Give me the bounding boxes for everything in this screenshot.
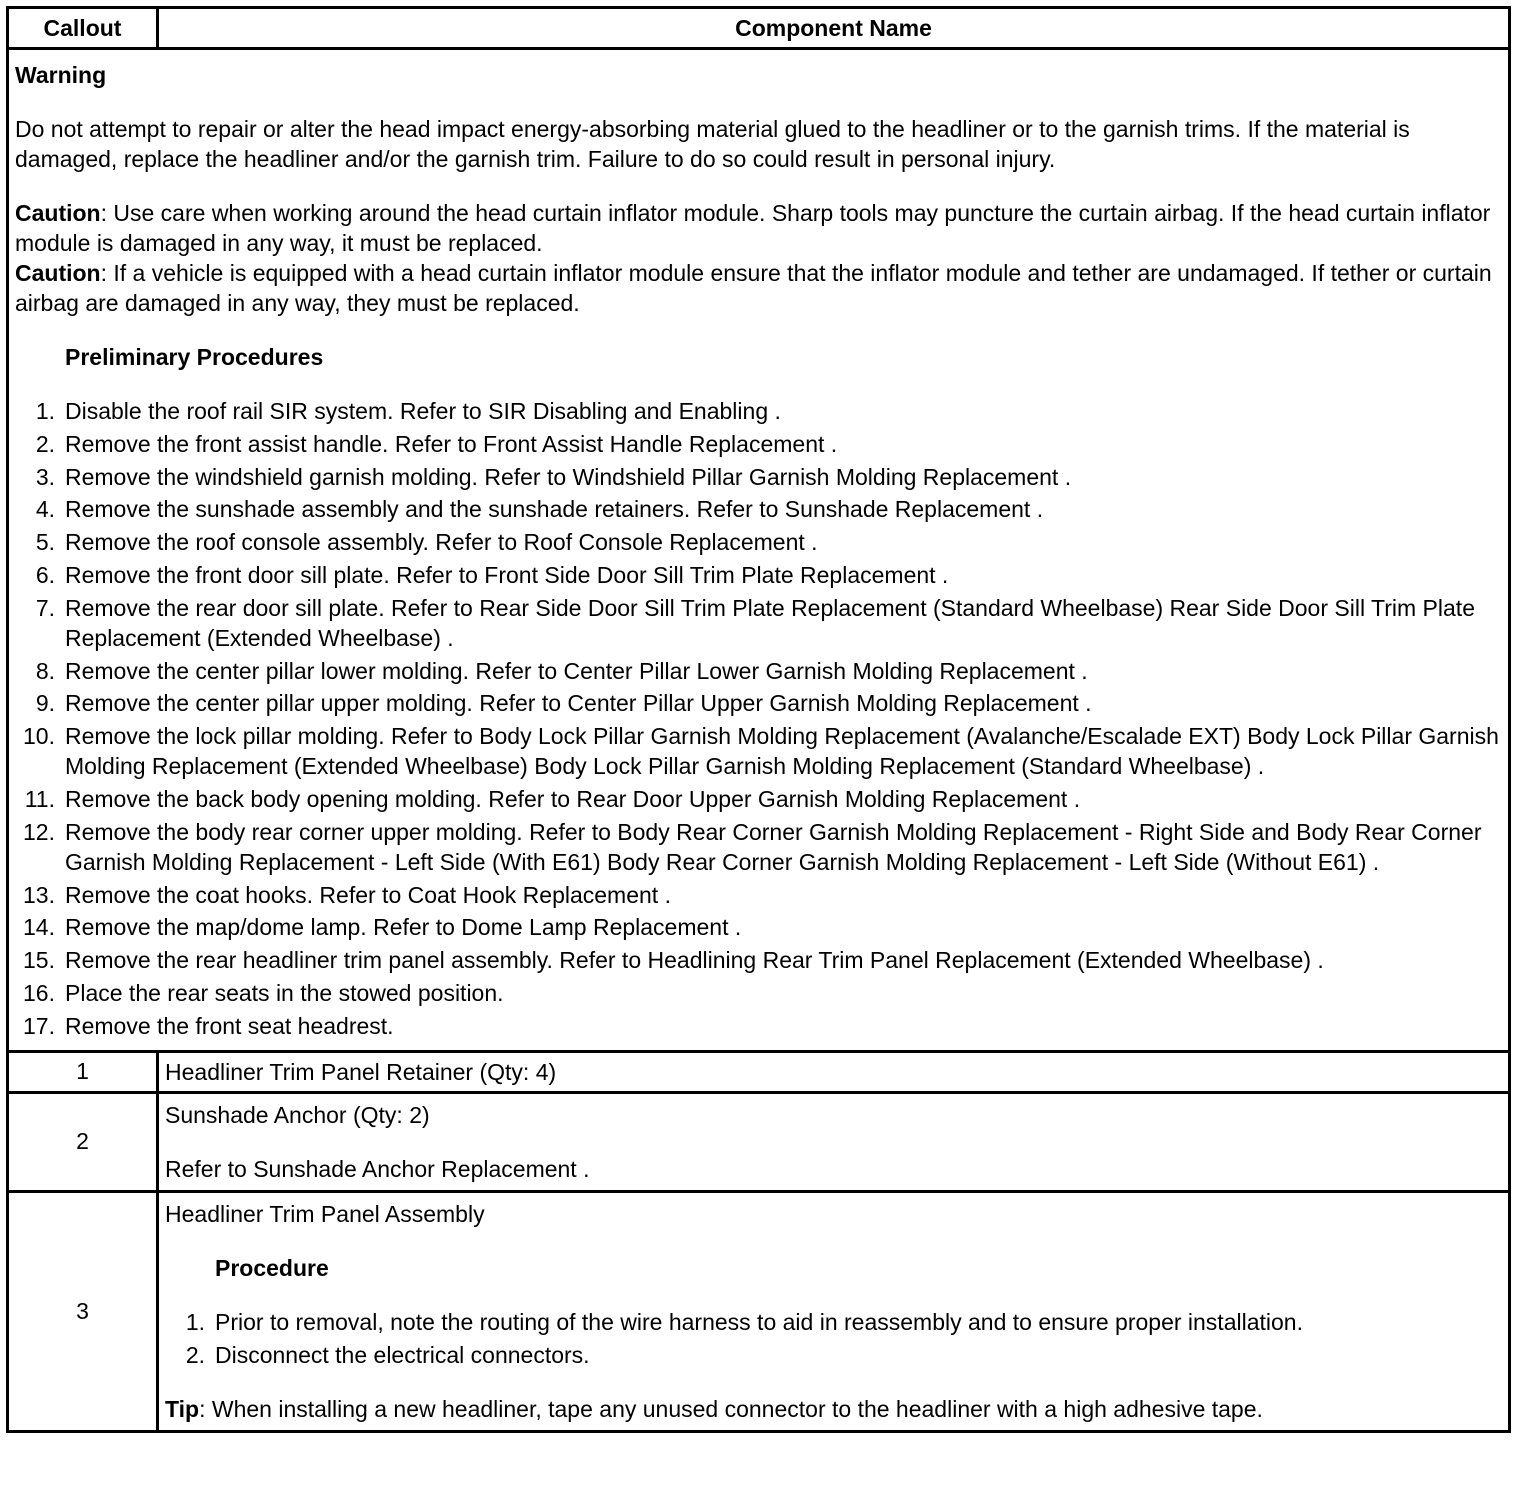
step-number: 11. [24, 785, 55, 812]
step-text: Remove the rear door sill plate. Refer to Rear Side Door Sill Trim Plate Replacement (Standard Wheelbase) Rear Side Door Sill Trim Plate Replacement (Extended Wheelbase) . [65, 594, 1475, 651]
step-text: Remove the front assist handle. Refer to Front Assist Handle Replacement . [65, 430, 838, 457]
step-text: Disconnect the electrical connectors. [215, 1341, 590, 1368]
step-text: Remove the body rear corner upper molding. Refer to Body Rear Corner Garnish Molding Replacement - Right Side and Body Rear Corner Garnish Molding Replacement - Left Side (With E61) Body Rear Corner Garnish Molding Replacement - Left Side (Without E61) . [65, 818, 1482, 875]
step-number: 10. [23, 723, 55, 750]
step-number: 6. [35, 561, 55, 588]
warning-row [8, 49, 1510, 1052]
step-number: 1. [185, 1308, 205, 1335]
step-number: 2. [35, 430, 55, 457]
warning-text: Do not attempt to repair or alter the head impact energy-absorbing material glued to the headliner or to the garnish trims. If the material is damaged, replace the headliner and/or the garnish trim. Failure to do so could result in personal injury. [15, 116, 1410, 172]
callout-number: 1 [8, 1051, 158, 1092]
step-number: 8. [35, 657, 55, 684]
list-item [165, 1340, 1502, 1370]
tip [165, 1394, 1502, 1424]
list-item [15, 880, 1502, 910]
list-item [15, 429, 1502, 459]
step-number: 4. [35, 496, 55, 523]
step-text: Remove the rear headliner trim panel assembly. Refer to Headlining Rear Trim Panel Replacement (Extended Wheelbase) . [65, 947, 1324, 974]
table-row [8, 1191, 1510, 1431]
component-table [6, 6, 1511, 1433]
list-item [15, 912, 1502, 942]
list-item [15, 945, 1502, 975]
step-number: 9. [35, 690, 55, 717]
header-callout: Callout [8, 8, 158, 49]
step-text: Remove the map/dome lamp. Refer to Dome Lamp Replacement . [65, 914, 742, 941]
list-item [15, 527, 1502, 557]
step-number: 13. [23, 881, 55, 908]
table-header-row [8, 8, 1510, 49]
caution-text: : If a vehicle is equipped with a head curtain inflator module ensure that the inflator module and tether are undamaged. If tether or curtain airbag are damaged in any way, they must be replaced. [15, 260, 1492, 316]
procedure-title: Procedure [215, 1254, 329, 1281]
caution-label: Caution [15, 260, 101, 286]
step-text: Remove the lock pillar molding. Refer to Body Lock Pillar Garnish Molding Replacement (Avalanche/Escalade EXT) Body Lock Pillar Garnish Molding Replacement (Extended Wheelbase) Body Lock Pillar Garnish Molding Replacement (Standard Wheelbase) . [65, 723, 1499, 780]
component-name: Headliner Trim Panel Assembly [165, 1200, 485, 1227]
header-component-name: Component Name [158, 8, 1510, 49]
component-cell [158, 1191, 1510, 1431]
preliminary-procedures-title: Preliminary Procedures [65, 344, 324, 370]
component-name: Sunshade Anchor (Qty: 2) [165, 1101, 430, 1128]
caution-1 [15, 198, 1502, 258]
list-item [15, 688, 1502, 718]
step-text: Remove the coat hooks. Refer to Coat Hook Replacement . [65, 881, 671, 908]
preliminary-steps-list [15, 396, 1502, 1041]
list-item [15, 817, 1502, 877]
step-number: 7. [35, 594, 55, 621]
warning-title: Warning [15, 62, 107, 88]
step-text: Remove the roof console assembly. Refer to Roof Console Replacement . [65, 529, 818, 556]
step-number: 2. [185, 1341, 205, 1368]
list-item [15, 978, 1502, 1008]
step-number: 17. [23, 1012, 55, 1039]
step-number: 15. [23, 947, 55, 974]
callout-number: 3 [8, 1191, 158, 1431]
component-cell [158, 1092, 1510, 1191]
caution-2 [15, 258, 1502, 318]
step-text: Remove the back body opening molding. Refer to Rear Door Upper Garnish Molding Replacement . [65, 785, 1081, 812]
step-text: Remove the front door sill plate. Refer to Front Side Door Sill Trim Plate Replacement . [65, 561, 949, 588]
callout-number: 2 [8, 1092, 158, 1191]
tip-label: Tip [165, 1395, 200, 1422]
step-number: 16. [23, 979, 55, 1006]
list-item [15, 494, 1502, 524]
step-text: Prior to removal, note the routing of the wire harness to aid in reassembly and to ensure proper installation. [215, 1308, 1303, 1335]
list-item [15, 396, 1502, 426]
step-text: Remove the windshield garnish molding. Refer to Windshield Pillar Garnish Molding Replacement . [65, 463, 1072, 490]
list-item [15, 560, 1502, 590]
step-number: 1. [35, 398, 55, 424]
list-item [15, 784, 1502, 814]
table-row [8, 1051, 1510, 1092]
step-text: Remove the center pillar upper molding. Refer to Center Pillar Upper Garnish Molding Replacement . [65, 690, 1092, 717]
component-note: Refer to Sunshade Anchor Replacement . [165, 1155, 590, 1182]
step-text: Remove the front seat headrest. [65, 1012, 394, 1039]
procedure-steps-list [165, 1307, 1502, 1370]
list-item [15, 721, 1502, 781]
step-text: Place the rear seats in the stowed position. [65, 979, 504, 1006]
step-number: 12. [23, 818, 55, 845]
list-item [15, 593, 1502, 653]
caution-text: : Use care when working around the head curtain inflator module. Sharp tools may puncture the curtain airbag. If the head curtain inflator module is damaged in any way, it must be replaced. [15, 200, 1491, 256]
component-name: Headliner Trim Panel Retainer (Qty: 4) [158, 1051, 1510, 1092]
caution-label: Caution [15, 200, 101, 226]
tip-text: : When installing a new headliner, tape any unused connector to the headliner with a high adhesive tape. [199, 1395, 1263, 1422]
list-item [165, 1307, 1502, 1337]
step-number: 14. [23, 914, 55, 941]
table-row [8, 1092, 1510, 1191]
step-number: 3. [35, 463, 55, 490]
list-item [15, 1011, 1502, 1041]
step-text: Remove the center pillar lower molding. Refer to Center Pillar Lower Garnish Molding Replacement . [65, 657, 1088, 684]
step-text: Remove the sunshade assembly and the sunshade retainers. Refer to Sunshade Replacement . [65, 496, 1044, 523]
list-item [15, 462, 1502, 492]
list-item [15, 656, 1502, 686]
warning-cell [8, 49, 1510, 1052]
step-text: Disable the roof rail SIR system. Refer to SIR Disabling and Enabling . [65, 398, 781, 424]
step-number: 5. [35, 529, 55, 556]
